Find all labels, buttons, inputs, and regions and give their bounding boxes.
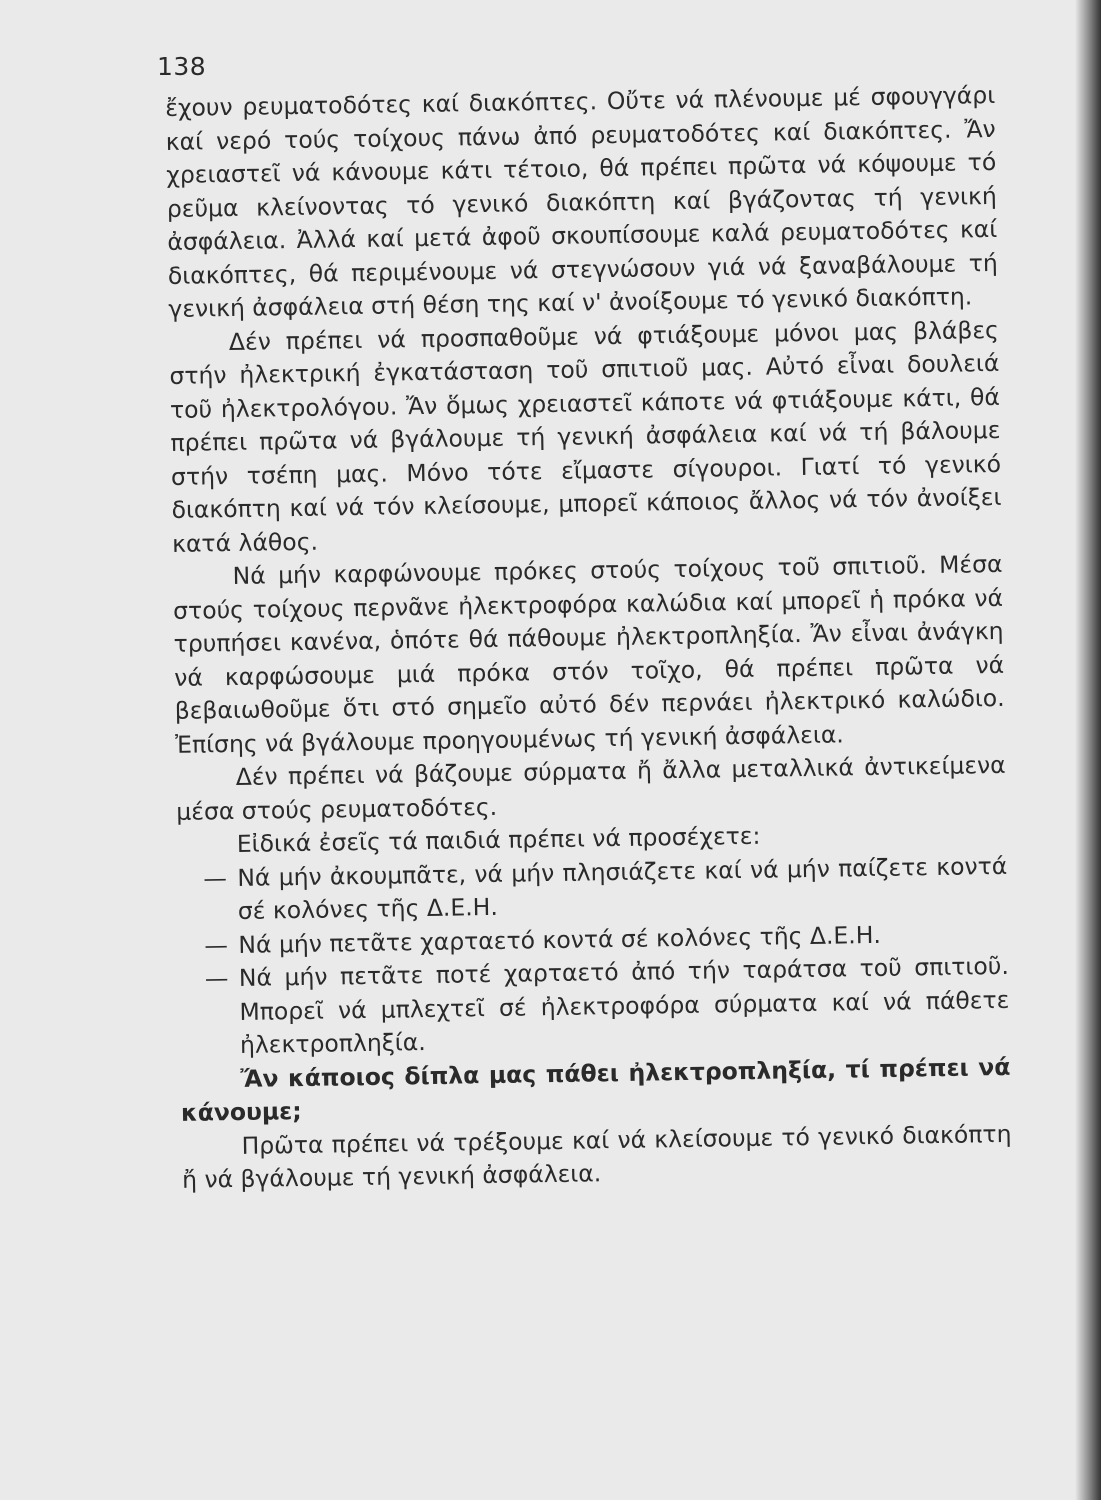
page-edge-shadow <box>1075 0 1101 1500</box>
paragraph-repairs: Δέν πρέπει νά προσπαθοῦμε νά φτιάξουμε μόνοι μας βλάβες στήν ἠλεκτρική ἐγκατάσταση τοῦ σπιτιοῦ μας. Αὐτό εἶναι δουλειά τοῦ ἠλεκτρολόγου. Ἄν ὅμως χρειαστεῖ κάποτε νά φτιάξουμε κάτι, θά πρέπει πρῶτα νά βγάλουμε τή γενική ἀσφάλεια καί νά τή βάλουμε στήν τσέπη μας. Μόνο τότε εἴμαστε σίγουροι. Γιατί τό γενικό διακόπτη καί νά τόν κλείσουμε, μπορεῖ κάποιος ἄλλος νά τόν ἀνοίξει κατά λάθος. <box>169 315 1002 558</box>
question-heading: Ἄν κάποιος δίπλα μας πάθει ἠλεκτροπληξία, τί πρέπει νά κάνουμε; <box>180 1052 1011 1127</box>
dash-marker: — <box>204 964 229 993</box>
dash-marker: — <box>203 863 228 892</box>
list-item-text: Νά μήν ἀκουμπᾶτε, νά μήν πλησιάζετε καί νά μήν παίζετε κοντά σέ κολόνες τῆς Δ.Ε.Η. <box>237 851 1008 925</box>
dash-marker: — <box>204 930 229 959</box>
page-body <box>165 79 1012 1197</box>
list-item-text: Νά μήν πετᾶτε ποτέ χαρταετό ἀπό τήν ταράτσα τοῦ σπιτιοῦ. Μπορεῖ νά μπλεχτεῖ σέ ἠλεκτροφόρα σύρματα καί νά πάθετε ἠλεκτροπληξία. <box>238 951 1010 1059</box>
page-number: 138 <box>157 52 207 81</box>
paragraph-nails: Νά μήν καρφώνουμε πρόκες στούς τοίχους τοῦ σπιτιοῦ. Μέσα στούς τοίχους περνᾶνε ἠλεκτροφόρα καλώδια καί μπορεῖ ἡ πρόκα νά τρυπήσει κανένα, ὁπότε θά πάθουμε ἠλεκτροπληξία. Ἄν εἶναι ἀνάγκη νά καρφώσουμε μιά πρόκα στόν τοῖχο, θά πρέπει πρῶτα νά βεβαιωθοῦμε ὅτι στό σημεῖο αὐτό δέν περνάει ἠλεκτρικό καλώδιο. Ἐπίσης νά βγάλουμε προηγουμένως τή γενική ἀσφάλεια. <box>172 549 1005 759</box>
list-item <box>179 950 1010 1064</box>
paragraph-wires-in-sockets: Δέν πρέπει νά βάζουμε σύρματα ἤ ἄλλα μεταλλικά ἀντικείμενα μέσα στούς ρευματοδότες. <box>176 750 1006 826</box>
list-item-text: Νά μήν πετᾶτε χαρταετό κοντά σέ κολόνες τῆς Δ.Ε.Η. <box>238 920 882 959</box>
paragraph-sockets-cleaning: ἔχουν ρευματοδότες καί διακόπτες. Οὔτε νά πλένουμε μέ σφουγγάρι καί νερό τούς τοίχους πάνω ἀπό ρευματοδότες καί διακόπτες. Ἄν χρειαστεῖ νά κάνουμε κάτι τέτοιο, θά πρέπει πρῶτα νά κόψουμε τό ρεῦμα κλείνοντας τό γενικό διακόπτη καί βγάζοντας τή γενική ἀσφάλεια. Ἀλλά καί μετά ἀφοῦ σκουπίσουμε καλά ρευματοδότες καί διακόπτες, θά περιμένουμε νά στεγνώσουν γιά νά ξαναβάλουμε τή γενική ἀσφάλεια στή θέση της καί ν' ἀνοίξουμε τό γενικό διακόπτη. <box>165 80 998 323</box>
answer-paragraph: Πρῶτα πρέπει νά τρέξουμε καί νά κλείσουμε τό γενικό διακόπτη ἤ νά βγάλουμε τή γενική ἀσφάλεια. <box>181 1119 1012 1194</box>
children-warnings-list <box>177 849 1010 1063</box>
paragraph-children-intro: Εἰδικά ἐσεῖς τά παιδιά πρέπει νά προσέχετε: <box>236 821 761 858</box>
